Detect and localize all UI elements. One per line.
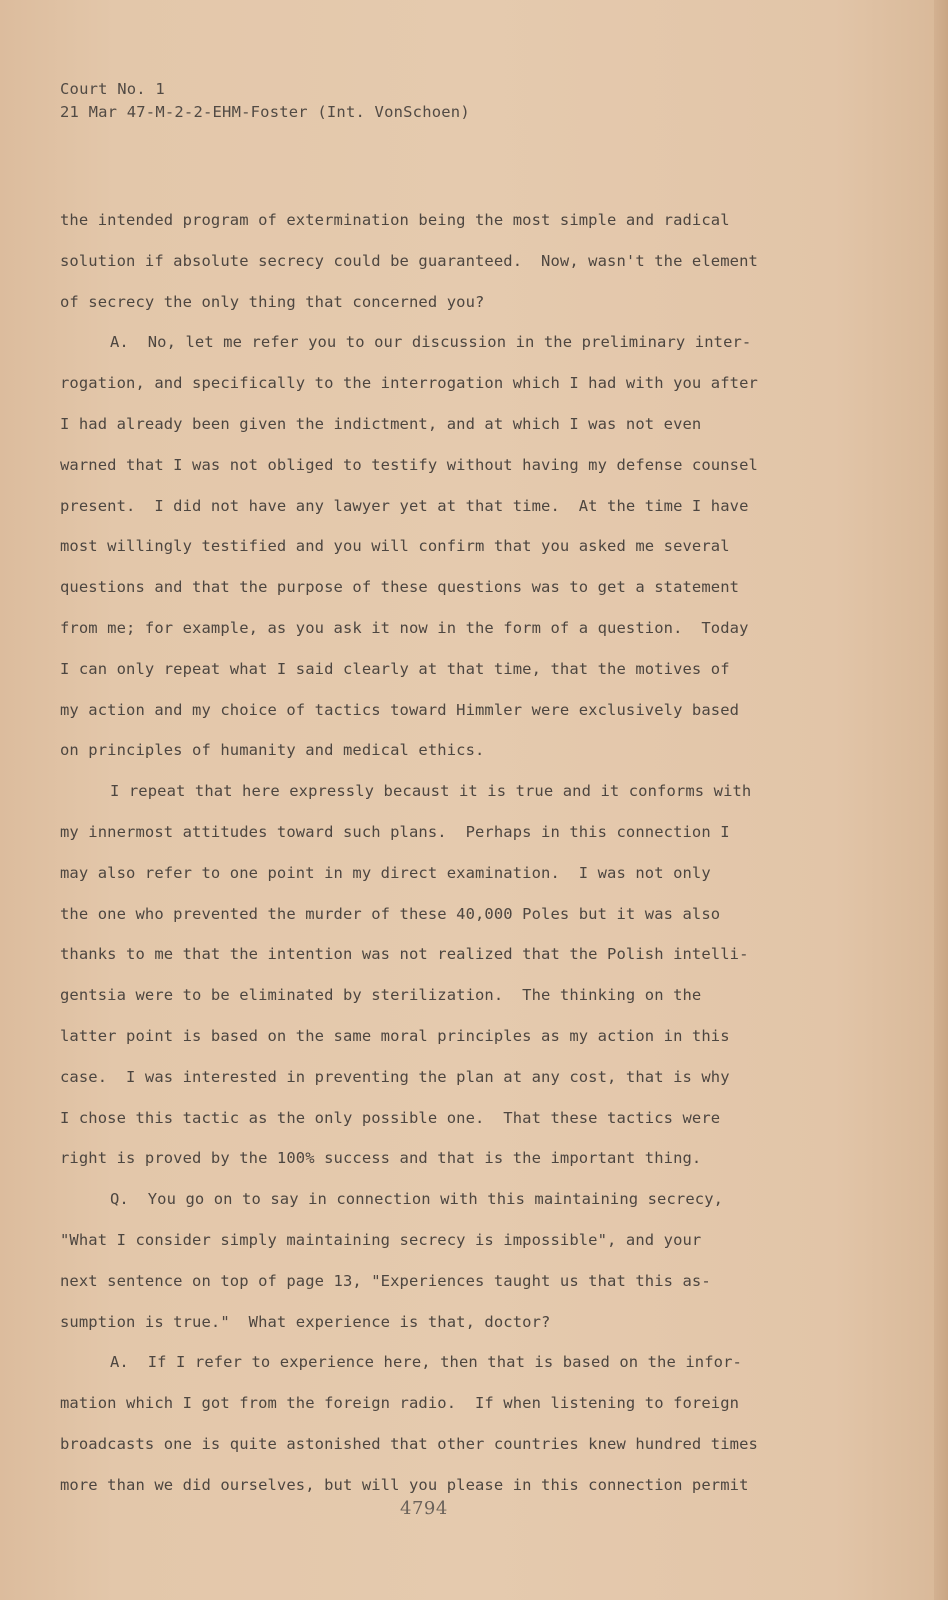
document-header	[60, 78, 470, 124]
transcript-body	[60, 200, 820, 1506]
transcript-line: sumption is true." What experience is that, doctor?	[60, 1312, 551, 1331]
transcript-line: gentsia were to be eliminated by sterilization. The thinking on the	[60, 986, 702, 1005]
transcript-line: broadcasts one is quite astonished that other countries knew hundred times	[60, 1434, 758, 1453]
transcript-line: my action and my choice of tactics toward Himmler were exclusively based	[60, 700, 740, 719]
transcript-line: solution if absolute secrecy could be guaranteed. Now, wasn't the element	[60, 251, 758, 270]
transcript-line: mation which I got from the foreign radio. If when listening to foreign	[60, 1394, 740, 1413]
transcript-line: A. No, let me refer you to our discussion in the preliminary inter-	[110, 333, 752, 352]
transcript-line: from me; for example, as you ask it now in the form of a question. Today	[60, 618, 749, 637]
court-number: Court No. 1	[60, 80, 165, 98]
transcript-line: most willingly testified and you will confirm that you asked me several	[60, 537, 730, 556]
transcript-line: I chose this tactic as the only possible one. That these tactics were	[60, 1108, 721, 1127]
transcript-line: may also refer to one point in my direct examination. I was not only	[60, 863, 711, 882]
paper-edge	[934, 0, 948, 1600]
transcript-line: the one who prevented the murder of these 40,000 Poles but it was also	[60, 904, 721, 923]
transcript-line: right is proved by the 100% success and that is the important thing.	[60, 1149, 702, 1168]
transcript-line: next sentence on top of page 13, "Experiences taught us that this as-	[60, 1271, 711, 1290]
transcript-line: thanks to me that the intention was not realized that the Polish intelli-	[60, 945, 749, 964]
transcript-line: A. If I refer to experience here, then that is based on the infor-	[110, 1353, 742, 1372]
transcript-line: case. I was interested in preventing the plan at any cost, that is why	[60, 1067, 730, 1086]
transcript-line: I repeat that here expressly becaust it is true and it conforms with	[110, 782, 752, 801]
transcript-line: the intended program of extermination being the most simple and radical	[60, 211, 730, 229]
session-reference: 21 Mar 47-M-2-2-EHM-Foster (Int. VonSchoen)	[60, 103, 470, 121]
transcript-line: latter point is based on the same moral principles as my action in this	[60, 1026, 730, 1045]
transcript-line: more than we did ourselves, but will you please in this connection permit	[60, 1475, 749, 1494]
transcript-line: I can only repeat what I said clearly at that time, that the motives of	[60, 659, 730, 678]
transcript-line: on principles of humanity and medical ethics.	[60, 741, 485, 760]
transcript-line: present. I did not have any lawyer yet at that time. At the time I have	[60, 496, 749, 515]
transcript-line: Q. You go on to say in connection with this maintaining secrecy,	[110, 1190, 724, 1209]
transcript-line: questions and that the purpose of these questions was to get a statement	[60, 578, 740, 597]
page-number: 4794	[400, 1498, 448, 1519]
transcript-line: I had already been given the indictment, and at which I was not even	[60, 414, 702, 433]
transcript-line: "What I consider simply maintaining secrecy is impossible", and your	[60, 1230, 702, 1249]
transcript-line: rogation, and specifically to the interrogation which I had with you after	[60, 374, 758, 393]
transcript-line: warned that I was not obliged to testify without having my defense counsel	[60, 455, 758, 474]
transcript-line: my innermost attitudes toward such plans. Perhaps in this connection I	[60, 822, 730, 841]
transcript-line: of secrecy the only thing that concerned you?	[60, 292, 485, 311]
